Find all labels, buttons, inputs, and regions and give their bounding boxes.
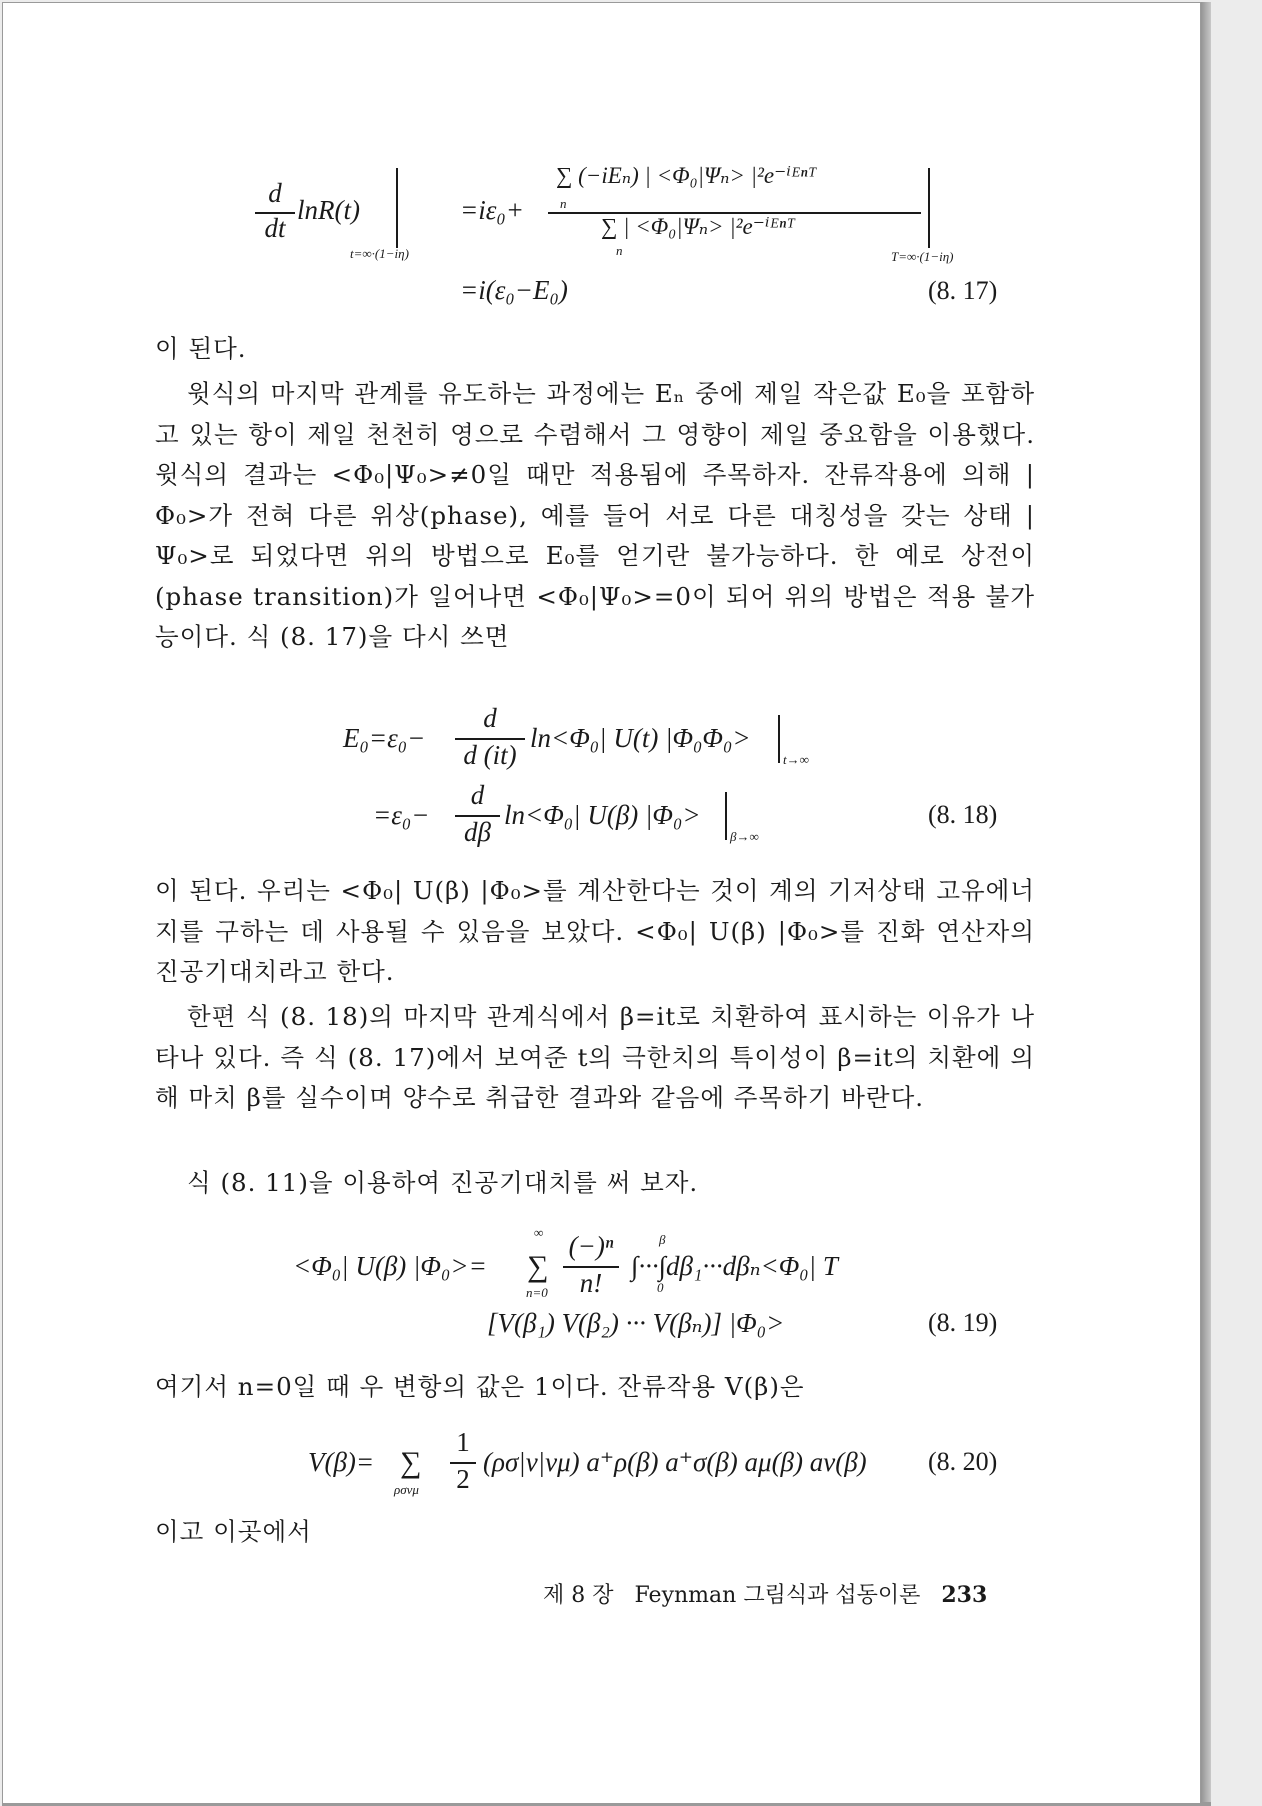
eq820-body: (ρσ|v|νμ) a⁺ρ(β) a⁺σ(β) aμ(β) aν(β) [483,1447,867,1477]
eq818-line1-prefix: E₀=ε₀− [343,723,426,753]
eq819-sum-bottom: n=0 [526,1285,548,1300]
paragraph-5 [155,1163,1035,1204]
eq819-sum-top: ∞ [534,1225,544,1240]
book-page [2,2,1201,1804]
eq819-frac-denominator: n! [579,1268,603,1298]
eq818-line2-denominator: dβ [464,817,491,847]
eq818-line2-numerator: d [470,780,485,810]
paragraph-4 [155,997,1035,1119]
eq817-rhs1-denominator: ∑ | <Φ₀|Ψₙ> |²e⁻ⁱᴱⁿᵀ [601,214,796,239]
eq819-number: (8. 19) [928,1308,998,1337]
eq819-lhs: <Φ₀| U(β) |Φ₀>= [293,1251,487,1281]
paragraph-5-text: 식 (8. 11)을 이용하여 진공기대치를 써 보자. [187,1168,699,1197]
eq818-line1-eval-bar [778,715,780,763]
paragraph-1-text: 이 된다. [155,334,247,363]
eq817-den-sum-index: n [616,243,623,258]
eq817-lhs-numerator: d [268,178,282,208]
eq818-line1-eval-subscript: t→∞ [783,752,809,767]
eq817-lhs-eval-bar [396,168,398,248]
paragraph-4-text: 한편 식 (8. 18)의 마지막 관계식에서 β=it로 치환하여 표시하는 이유가 나타나 있다. 즉 식 (8. 17)에서 보여준 t의 극한치의 특이성이 β=it의 치환에 의해 마치 β를 실수이며 양수로 취급한 결과와 같음에 주목하기 바란다. [155,1002,1035,1112]
eq819-int-top: β [659,1232,666,1247]
eq818-line2-eval-bar [725,792,727,840]
eq817-lhs-fraction [255,178,295,209]
eq817-rhs1-prefix: =iε₀+ [460,195,524,225]
eq820-lhs: V(β)= [308,1447,375,1477]
eq817-rhs-eval-subscript: T=∞·(1−iη) [891,249,954,264]
eq817-lhs-eval-subscript: t=∞·(1−iη) [350,246,409,261]
eq818-line1-numerator: d [483,703,497,733]
eq817-num-sum-index: n [560,196,567,211]
eq817-rhs-eval-bar [928,168,930,248]
footer-page-number: 233 [941,1582,988,1608]
eq817-rhs2: =i(ε₀−E₀) [460,275,568,305]
eq817-number: (8. 17) [928,276,998,305]
paragraph-1 [155,329,1035,370]
paragraph-6 [155,1367,1035,1408]
eq818-line2-eval-subscript: β→∞ [730,829,759,844]
footer-title: Feynman 그림식과 섭동이론 [634,1583,921,1608]
eq820-number: (8. 20) [928,1447,998,1476]
paragraph-3-text: 이 된다. 우리는 <Φ₀| U(β) |Φ₀>를 계산한다는 것이 계의 기저상태 고유에너지를 구하는 데 사용될 수 있음을 보았다. <Φ₀| U(β) |Φ₀>를 진화 연산자의 진공기대치라고 한다. [155,876,1035,986]
paragraph-6-text: 여기서 n=0일 때 우 변항의 값은 1이다. 잔류작용 V(β)은 [155,1372,805,1401]
paragraph-7-text: 이고 이곳에서 [155,1517,312,1546]
paragraph-7 [155,1512,1035,1553]
paragraph-2-text: 윗식의 마지막 관계를 유도하는 과정에는 Eₙ 중에 제일 작은값 E₀을 포함하고 있는 항이 제일 천천히 영으로 수렴해서 그 영향이 제일 중요함을 이용했다. 윗식의 결과는 <Φ₀|Ψ₀>≠0일 때만 적용됨에 주목하자. 잔류작용에 의해 |Φ₀>가 전혀 다른 위상(phase), 예를 들어 서로 다른 대칭성을 갖는 상태 |Ψ₀>로 되었다면 위의 방법으로 E₀를 얻기란 불가능하다. 한 예로 상전이(phase transition)가 일어나면 <Φ₀|Ψ₀>=0이 되어 위의 방법은 적용 불가능이다. 식 (8. 17)을 다시 쓰면 [155,379,1035,651]
footer-chapter: 제 8 장 [543,1583,614,1608]
eq817-lhs-function: lnR(t) [297,195,360,225]
eq818-line1-denominator: d (it) [463,740,517,770]
eq820-frac-denominator: 2 [456,1464,470,1494]
eq819-sum-sign: ∑ [527,1250,549,1283]
eq817-rhs1-numerator: ∑ (−iEₙ) | <Φ₀|Ψₙ> |²e⁻ⁱᴱⁿᵀ [556,163,817,188]
eq820-sum-index: ρσνμ [394,1482,419,1497]
eq819-int-bottom: 0 [657,1280,664,1295]
eq818-number: (8. 18) [928,800,998,829]
eq820-frac-numerator: 1 [456,1427,470,1457]
running-footer [543,1578,987,1609]
eq819-body-line1: ∫···∫dβ₁···dβₙ<Φ₀| T [631,1251,838,1281]
eq818-line2-prefix: =ε₀− [373,800,430,830]
paragraph-3 [155,871,1035,993]
eq817-lhs-denominator: dt [264,213,286,243]
eq818-line2-body: ln<Φ₀| U(β) |Φ₀> [504,800,701,830]
eq819-body-line2: [V(β₁) V(β₂) ··· V(βₙ)] |Φ₀> [487,1308,785,1338]
eq817-lhs-denominator-box [255,213,295,244]
eq820-sum-sign: ∑ [400,1446,422,1479]
paragraph-2 [155,374,1035,658]
eq818-line1-body: ln<Φ₀| U(t) |Φ₀Φ₀> [530,723,751,753]
eq819-frac-numerator: (−)ⁿ [568,1231,614,1261]
